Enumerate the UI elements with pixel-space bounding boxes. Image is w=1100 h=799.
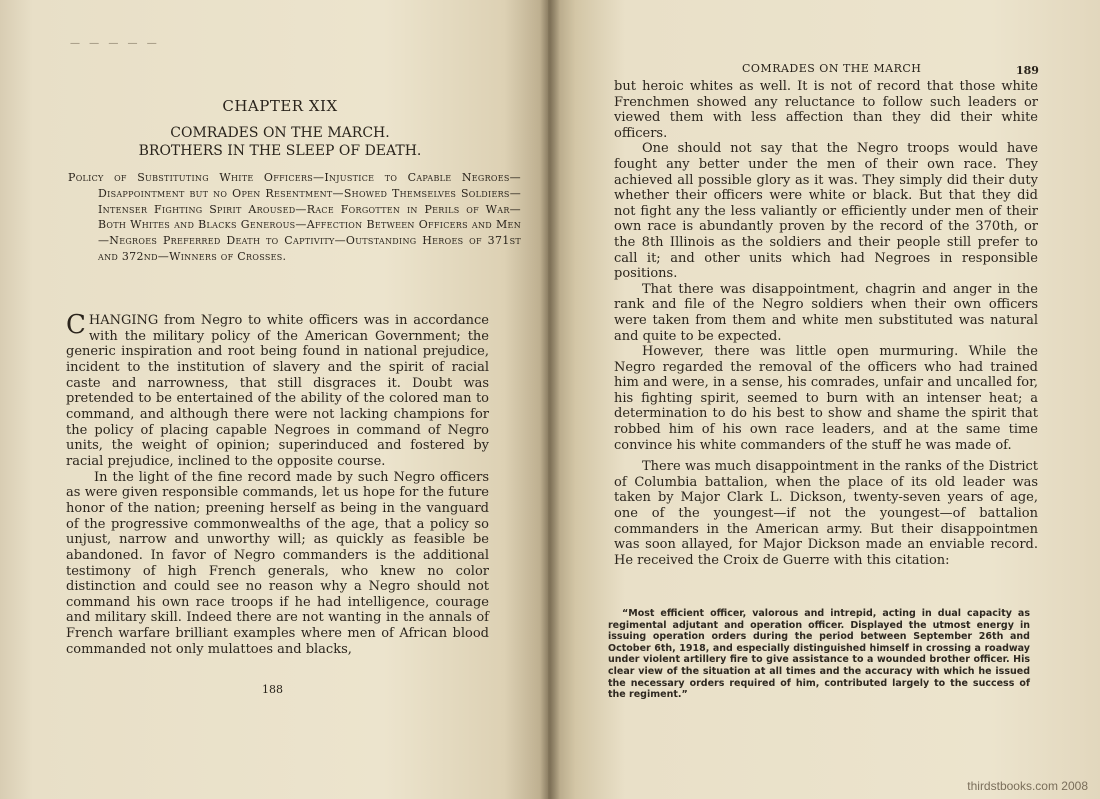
left-paragraph-1 [66,310,489,470]
chapter-heading: CHAPTER XIX [222,97,338,115]
chapter-subtitle [60,124,500,160]
running-head: COMRADES ON THE MARCH [742,62,922,75]
right-paragraph-5: There was much disappointment in the ranks of the District of Columbia battalion, when the place of its old leader was taken by Major Clark L. Dickson, twenty-seven years of age, one of the youngest—if not the youngest—of battalion commanders in the American army. But their disappointmen was soon allayed, for Major Dickson made an enviable record. He received the Croix de Guerre with this citation: [614,459,1038,568]
book-gutter [540,0,560,799]
stray-marks: — — — — — [70,38,160,49]
right-paragraph-3: That there was disappointment, chagrin and anger in the rank and file of the Negro soldiers when their own officers were taken from them and white men substituted was natural and quite to be expected. [614,281,1038,344]
left-paragraph-2: In the light of the fine record made by such Negro officers as were given responsible commands, let us hope for the future honor of the nation; preening herself as being in the vanguard of the progressive commonwealths of the age, that a policy so unjust, narrow and unworthy will; as quickly as feasible be abandoned. In favor of Negro commanders is the additional testimony of high French generals, who knew no color distinction and could see no reason why a Negro should not command his own race troops if he had intelligence, courage and military skill. Indeed there are not wanting in the annals of French warfare brilliant examples where men of African blood commanded not only mulattoes and blacks, [66,469,489,657]
subtitle-line-2: BROTHERS IN THE SLEEP OF DEATH. [138,143,422,159]
page-number-left: 188 [262,683,283,696]
left-body-text [66,310,489,657]
right-paragraph-4: However, there was little open murmuring. While the Negro regarded the removal of the officers who had trained him and were, in a sense, his comrades, unfair and uncalled for, his fighting spirit, seemed to burn with an intenser heat; a determination to do his best to show and shame the spirit that robbed him of his own race leaders, and at the same time convince his white commanders of the stuff he was made of. [614,344,1038,453]
right-paragraph-2: One should not say that the Negro troops would have fought any better under the men of their own race. They achieved all possible glory as it was. They simply did their duty whether their officers were white or black. But that they did not fight any the less valiantly or efficiently under men of their own race is abundantly proven by the record of the 370th, or the 8th Illinois as the soldiers and their people still prefer to call it; and other units which had Negroes in responsible positions. [614,141,1038,282]
citation-quote: “Most efficient officer, valorous and intrepid, acting in dual capacity as regimental adjutant and operation officer. Displayed the utmost energy in issuing operation orders during the period between September 26th and October 6th, 1918, and especially distinguished himself in crossing a roadway under violent artillery fire to give assistance to a wounded brother officer. His clear view of the situation at all times and the accuracy with which he issued the necessary orders required of him, contributed largely to the success of the regiment.” [608,608,1030,701]
watermark: thirdstbooks.com 2008 [967,779,1088,793]
left-paragraph-1-text: HANGING from Negro to white officers was in accordance with the military policy of the American Government; the generic inspiration and root being found in national prejudice, incident to the institution of slavery and the spirit of racial caste and narrowness, that still disgraces it. Doubt was pretended to be entertained of the ability of the colored man to command, and although there were not lacking champions for the policy of placing capable Negroes in command of Negro units, the weight of opinion; superinduced and fostered by racial prejudice, inclined to the opposite course. [66,313,489,469]
right-body-text [614,79,1038,568]
left-page [0,0,548,799]
right-paragraph-1: but heroic whites as well. It is not of record that those white Frenchmen showed any reluctance to follow such leaders or viewed them with less affection than they did their white officers. [614,79,1038,141]
drop-cap: C [66,310,86,340]
subtitle-line-1: COMRADES ON THE MARCH. [170,125,390,141]
page-number-right: 189 [1016,64,1039,77]
chapter-synopsis: Policy of Substituting White Officers—Injustice to Capable Negroes—Disappointment but no Open Resentment—Showed Themselves Soldiers—Intenser Fighting Spirit Aroused—Race Forgotten in Perils of War—Both Whites and Blacks Generous—Affection Between Officers and Men—Negroes Preferred Death to Captivity—Outstanding Heroes of 371st and 372nd—Winners of Crosses. [68,171,521,263]
